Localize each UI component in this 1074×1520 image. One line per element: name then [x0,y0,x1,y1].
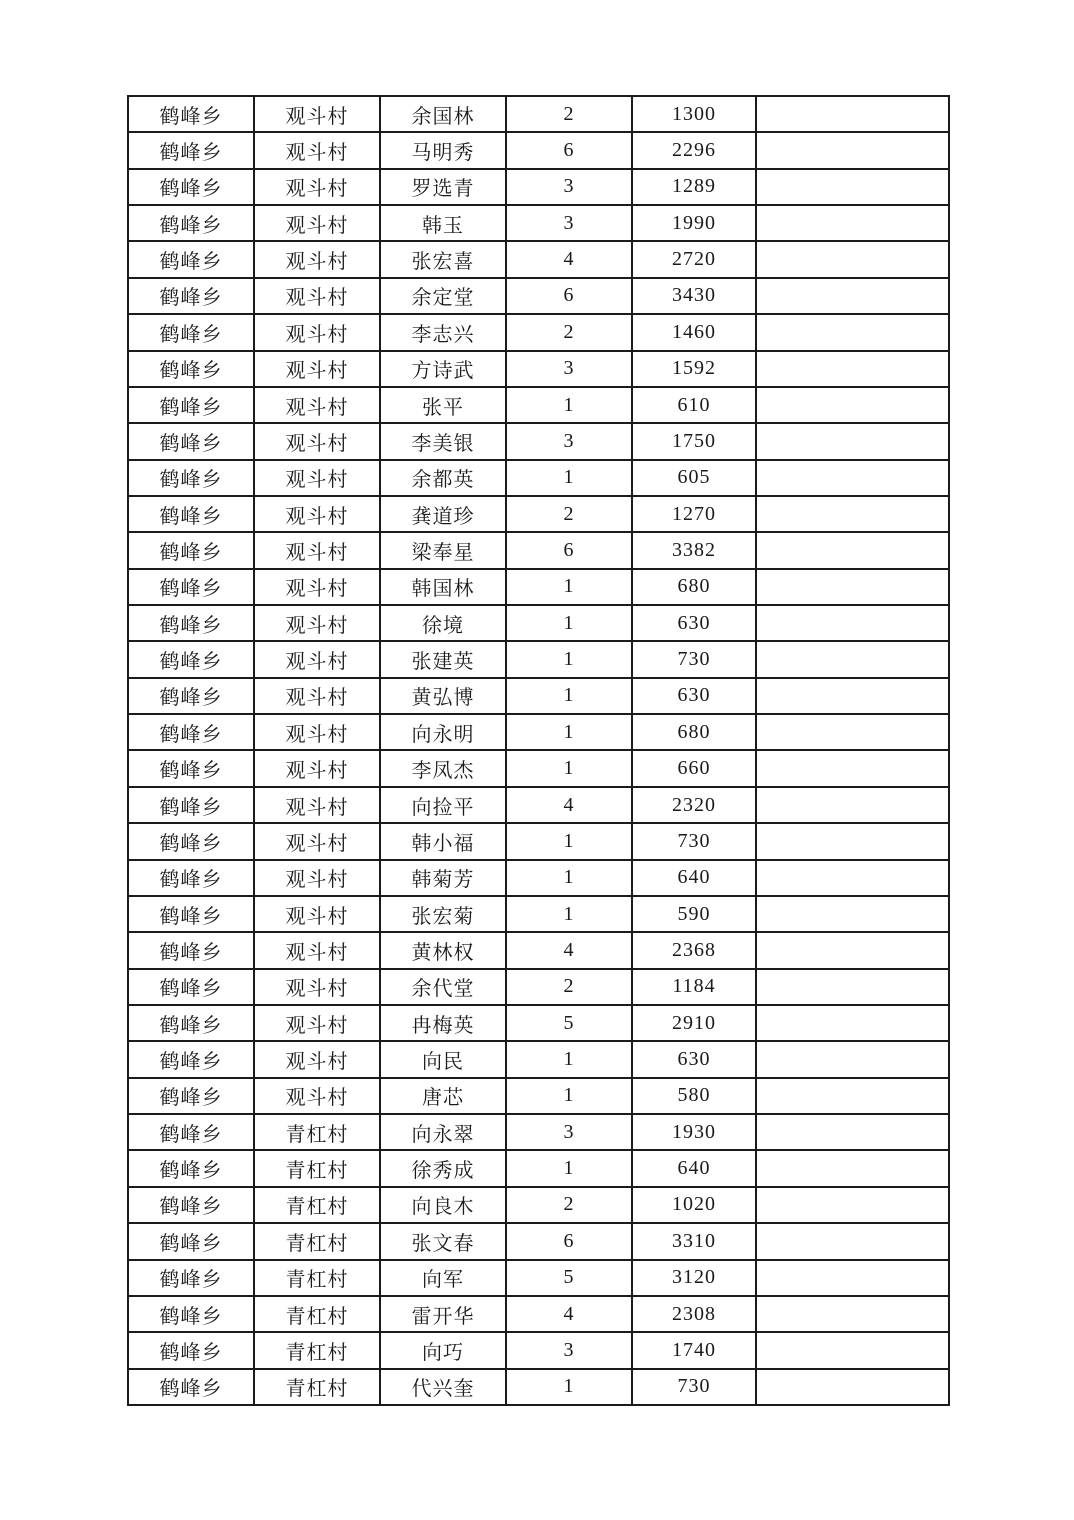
table-row [128,241,949,277]
cell-count: 1 [506,823,632,859]
cell-village: 观斗村 [254,1078,380,1114]
cell-township: 鹤峰乡 [128,1114,254,1150]
table-row [128,787,949,823]
cell-count: 3 [506,351,632,387]
table-row [128,1332,949,1368]
cell-note [756,423,949,459]
cell-village: 青杠村 [254,1369,380,1405]
cell-note [756,241,949,277]
cell-count: 1 [506,387,632,423]
cell-name: 张平 [380,387,506,423]
cell-count: 3 [506,1114,632,1150]
table-row [128,605,949,641]
cell-village: 观斗村 [254,678,380,714]
table-row [128,96,949,132]
cell-count: 1 [506,1369,632,1405]
cell-name: 张文春 [380,1223,506,1259]
cell-note [756,132,949,168]
table-row [128,1296,949,1332]
cell-amount: 1592 [632,351,756,387]
cell-village: 观斗村 [254,205,380,241]
cell-name: 李美银 [380,423,506,459]
cell-amount: 2368 [632,932,756,968]
cell-amount: 3120 [632,1260,756,1296]
cell-note [756,678,949,714]
cell-township: 鹤峰乡 [128,1150,254,1186]
cell-note [756,932,949,968]
table-row [128,932,949,968]
cell-township: 鹤峰乡 [128,96,254,132]
cell-count: 1 [506,1078,632,1114]
cell-township: 鹤峰乡 [128,351,254,387]
cell-amount: 580 [632,1078,756,1114]
table-row [128,1078,949,1114]
cell-count: 1 [506,678,632,714]
cell-amount: 1020 [632,1187,756,1223]
table-row [128,969,949,1005]
table-row [128,496,949,532]
cell-name: 马明秀 [380,132,506,168]
cell-township: 鹤峰乡 [128,605,254,641]
cell-amount: 680 [632,569,756,605]
cell-township: 鹤峰乡 [128,714,254,750]
cell-township: 鹤峰乡 [128,1260,254,1296]
cell-note [756,1041,949,1077]
cell-village: 青杠村 [254,1296,380,1332]
cell-count: 2 [506,969,632,1005]
cell-village: 观斗村 [254,423,380,459]
cell-village: 观斗村 [254,823,380,859]
cell-township: 鹤峰乡 [128,1296,254,1332]
cell-township: 鹤峰乡 [128,932,254,968]
cell-note [756,532,949,568]
table-body [128,96,949,1405]
cell-amount: 640 [632,860,756,896]
cell-count: 3 [506,169,632,205]
cell-name: 方诗武 [380,351,506,387]
cell-village: 观斗村 [254,787,380,823]
cell-count: 1 [506,860,632,896]
cell-name: 余都英 [380,460,506,496]
cell-amount: 1289 [632,169,756,205]
table-row [128,387,949,423]
table-row [128,1260,949,1296]
cell-village: 青杠村 [254,1114,380,1150]
cell-note [756,1223,949,1259]
cell-village: 观斗村 [254,750,380,786]
cell-village: 观斗村 [254,460,380,496]
cell-note [756,351,949,387]
cell-name: 韩国林 [380,569,506,605]
cell-township: 鹤峰乡 [128,678,254,714]
cell-township: 鹤峰乡 [128,1041,254,1077]
cell-note [756,1150,949,1186]
cell-amount: 660 [632,750,756,786]
cell-name: 李志兴 [380,314,506,350]
cell-village: 观斗村 [254,387,380,423]
cell-village: 观斗村 [254,714,380,750]
cell-note [756,496,949,532]
cell-note [756,1187,949,1223]
cell-village: 观斗村 [254,569,380,605]
cell-village: 观斗村 [254,351,380,387]
cell-note [756,1114,949,1150]
cell-count: 4 [506,1296,632,1332]
cell-township: 鹤峰乡 [128,787,254,823]
cell-village: 观斗村 [254,605,380,641]
cell-amount: 630 [632,1041,756,1077]
cell-township: 鹤峰乡 [128,387,254,423]
cell-amount: 605 [632,460,756,496]
cell-name: 张建英 [380,641,506,677]
cell-name: 黄弘博 [380,678,506,714]
cell-note [756,1078,949,1114]
cell-count: 6 [506,132,632,168]
cell-count: 4 [506,932,632,968]
table-row [128,823,949,859]
cell-amount: 1750 [632,423,756,459]
cell-count: 1 [506,714,632,750]
cell-count: 1 [506,750,632,786]
cell-amount: 1460 [632,314,756,350]
cell-township: 鹤峰乡 [128,205,254,241]
cell-amount: 2910 [632,1005,756,1041]
table-row [128,750,949,786]
cell-note [756,1005,949,1041]
cell-township: 鹤峰乡 [128,569,254,605]
table-row [128,1005,949,1041]
cell-name: 梁奉星 [380,532,506,568]
table-row [128,678,949,714]
cell-note [756,387,949,423]
cell-amount: 680 [632,714,756,750]
cell-note [756,860,949,896]
table-row [128,1150,949,1186]
cell-amount: 630 [632,605,756,641]
cell-note [756,1260,949,1296]
cell-count: 2 [506,1187,632,1223]
table-row [128,896,949,932]
cell-amount: 730 [632,1369,756,1405]
cell-village: 青杠村 [254,1332,380,1368]
cell-name: 代兴奎 [380,1369,506,1405]
cell-amount: 3382 [632,532,756,568]
cell-township: 鹤峰乡 [128,896,254,932]
cell-village: 观斗村 [254,132,380,168]
cell-count: 1 [506,569,632,605]
cell-township: 鹤峰乡 [128,1005,254,1041]
cell-amount: 730 [632,641,756,677]
cell-township: 鹤峰乡 [128,860,254,896]
cell-note [756,314,949,350]
cell-village: 观斗村 [254,314,380,350]
cell-village: 观斗村 [254,1041,380,1077]
cell-amount: 610 [632,387,756,423]
cell-name: 李凤杰 [380,750,506,786]
cell-amount: 640 [632,1150,756,1186]
cell-village: 观斗村 [254,169,380,205]
cell-name: 向良木 [380,1187,506,1223]
cell-note [756,896,949,932]
table-row [128,1223,949,1259]
table-row [128,351,949,387]
cell-village: 观斗村 [254,96,380,132]
cell-name: 余国林 [380,96,506,132]
cell-amount: 2308 [632,1296,756,1332]
cell-township: 鹤峰乡 [128,1187,254,1223]
cell-note [756,460,949,496]
cell-amount: 1990 [632,205,756,241]
cell-village: 青杠村 [254,1150,380,1186]
cell-name: 徐境 [380,605,506,641]
cell-township: 鹤峰乡 [128,423,254,459]
cell-count: 1 [506,1150,632,1186]
cell-village: 观斗村 [254,496,380,532]
cell-count: 2 [506,96,632,132]
cell-note [756,605,949,641]
cell-village: 观斗村 [254,241,380,277]
cell-note [756,714,949,750]
cell-township: 鹤峰乡 [128,1223,254,1259]
cell-count: 3 [506,1332,632,1368]
cell-name: 张宏喜 [380,241,506,277]
cell-amount: 2296 [632,132,756,168]
cell-count: 3 [506,205,632,241]
cell-note [756,823,949,859]
cell-count: 6 [506,532,632,568]
cell-name: 徐秀成 [380,1150,506,1186]
cell-note [756,750,949,786]
subsidy-table [127,95,950,1406]
cell-name: 韩菊芳 [380,860,506,896]
cell-note [756,1369,949,1405]
cell-name: 韩小福 [380,823,506,859]
table-row [128,423,949,459]
table-row [128,714,949,750]
cell-note [756,96,949,132]
cell-note [756,278,949,314]
cell-village: 观斗村 [254,932,380,968]
cell-village: 观斗村 [254,1005,380,1041]
table-row [128,641,949,677]
cell-amount: 730 [632,823,756,859]
table-row [128,860,949,896]
cell-village: 观斗村 [254,532,380,568]
cell-name: 余定堂 [380,278,506,314]
cell-village: 青杠村 [254,1187,380,1223]
table-row [128,132,949,168]
table-row [128,1187,949,1223]
cell-name: 罗选青 [380,169,506,205]
cell-name: 向永明 [380,714,506,750]
cell-township: 鹤峰乡 [128,1078,254,1114]
cell-name: 向民 [380,1041,506,1077]
table-row [128,1114,949,1150]
cell-count: 1 [506,896,632,932]
cell-village: 观斗村 [254,969,380,1005]
cell-note [756,969,949,1005]
cell-note [756,205,949,241]
cell-name: 冉梅英 [380,1005,506,1041]
cell-amount: 1184 [632,969,756,1005]
cell-township: 鹤峰乡 [128,241,254,277]
cell-amount: 630 [632,678,756,714]
cell-count: 1 [506,641,632,677]
cell-note [756,1296,949,1332]
cell-amount: 3430 [632,278,756,314]
cell-township: 鹤峰乡 [128,641,254,677]
cell-township: 鹤峰乡 [128,278,254,314]
cell-count: 5 [506,1005,632,1041]
cell-village: 观斗村 [254,860,380,896]
cell-amount: 2720 [632,241,756,277]
cell-name: 唐芯 [380,1078,506,1114]
table-row [128,1369,949,1405]
cell-name: 龚道珍 [380,496,506,532]
cell-village: 观斗村 [254,641,380,677]
cell-township: 鹤峰乡 [128,1369,254,1405]
cell-name: 黄林权 [380,932,506,968]
table-row [128,205,949,241]
cell-note [756,1332,949,1368]
cell-township: 鹤峰乡 [128,169,254,205]
table-row [128,1041,949,1077]
cell-township: 鹤峰乡 [128,132,254,168]
cell-amount: 1740 [632,1332,756,1368]
cell-count: 1 [506,605,632,641]
cell-note [756,569,949,605]
cell-name: 雷开华 [380,1296,506,1332]
cell-count: 1 [506,460,632,496]
cell-village: 青杠村 [254,1260,380,1296]
cell-amount: 2320 [632,787,756,823]
cell-amount: 1300 [632,96,756,132]
cell-name: 韩玉 [380,205,506,241]
cell-township: 鹤峰乡 [128,750,254,786]
cell-township: 鹤峰乡 [128,969,254,1005]
cell-village: 青杠村 [254,1223,380,1259]
cell-township: 鹤峰乡 [128,532,254,568]
cell-amount: 3310 [632,1223,756,1259]
cell-count: 6 [506,278,632,314]
table-row [128,169,949,205]
cell-name: 向永翠 [380,1114,506,1150]
cell-count: 5 [506,1260,632,1296]
cell-count: 2 [506,314,632,350]
cell-township: 鹤峰乡 [128,460,254,496]
cell-note [756,169,949,205]
table-row [128,314,949,350]
cell-township: 鹤峰乡 [128,496,254,532]
cell-township: 鹤峰乡 [128,823,254,859]
cell-count: 1 [506,1041,632,1077]
cell-name: 向军 [380,1260,506,1296]
cell-amount: 1270 [632,496,756,532]
cell-count: 2 [506,496,632,532]
cell-name: 张宏菊 [380,896,506,932]
cell-amount: 1930 [632,1114,756,1150]
cell-township: 鹤峰乡 [128,1332,254,1368]
cell-note [756,787,949,823]
cell-name: 向捡平 [380,787,506,823]
cell-amount: 590 [632,896,756,932]
cell-count: 3 [506,423,632,459]
table-row [128,569,949,605]
cell-village: 观斗村 [254,278,380,314]
cell-note [756,641,949,677]
cell-count: 6 [506,1223,632,1259]
cell-township: 鹤峰乡 [128,314,254,350]
cell-count: 4 [506,241,632,277]
table-row [128,278,949,314]
table-row [128,460,949,496]
cell-name: 向巧 [380,1332,506,1368]
cell-count: 4 [506,787,632,823]
table-row [128,532,949,568]
cell-village: 观斗村 [254,896,380,932]
cell-name: 余代堂 [380,969,506,1005]
